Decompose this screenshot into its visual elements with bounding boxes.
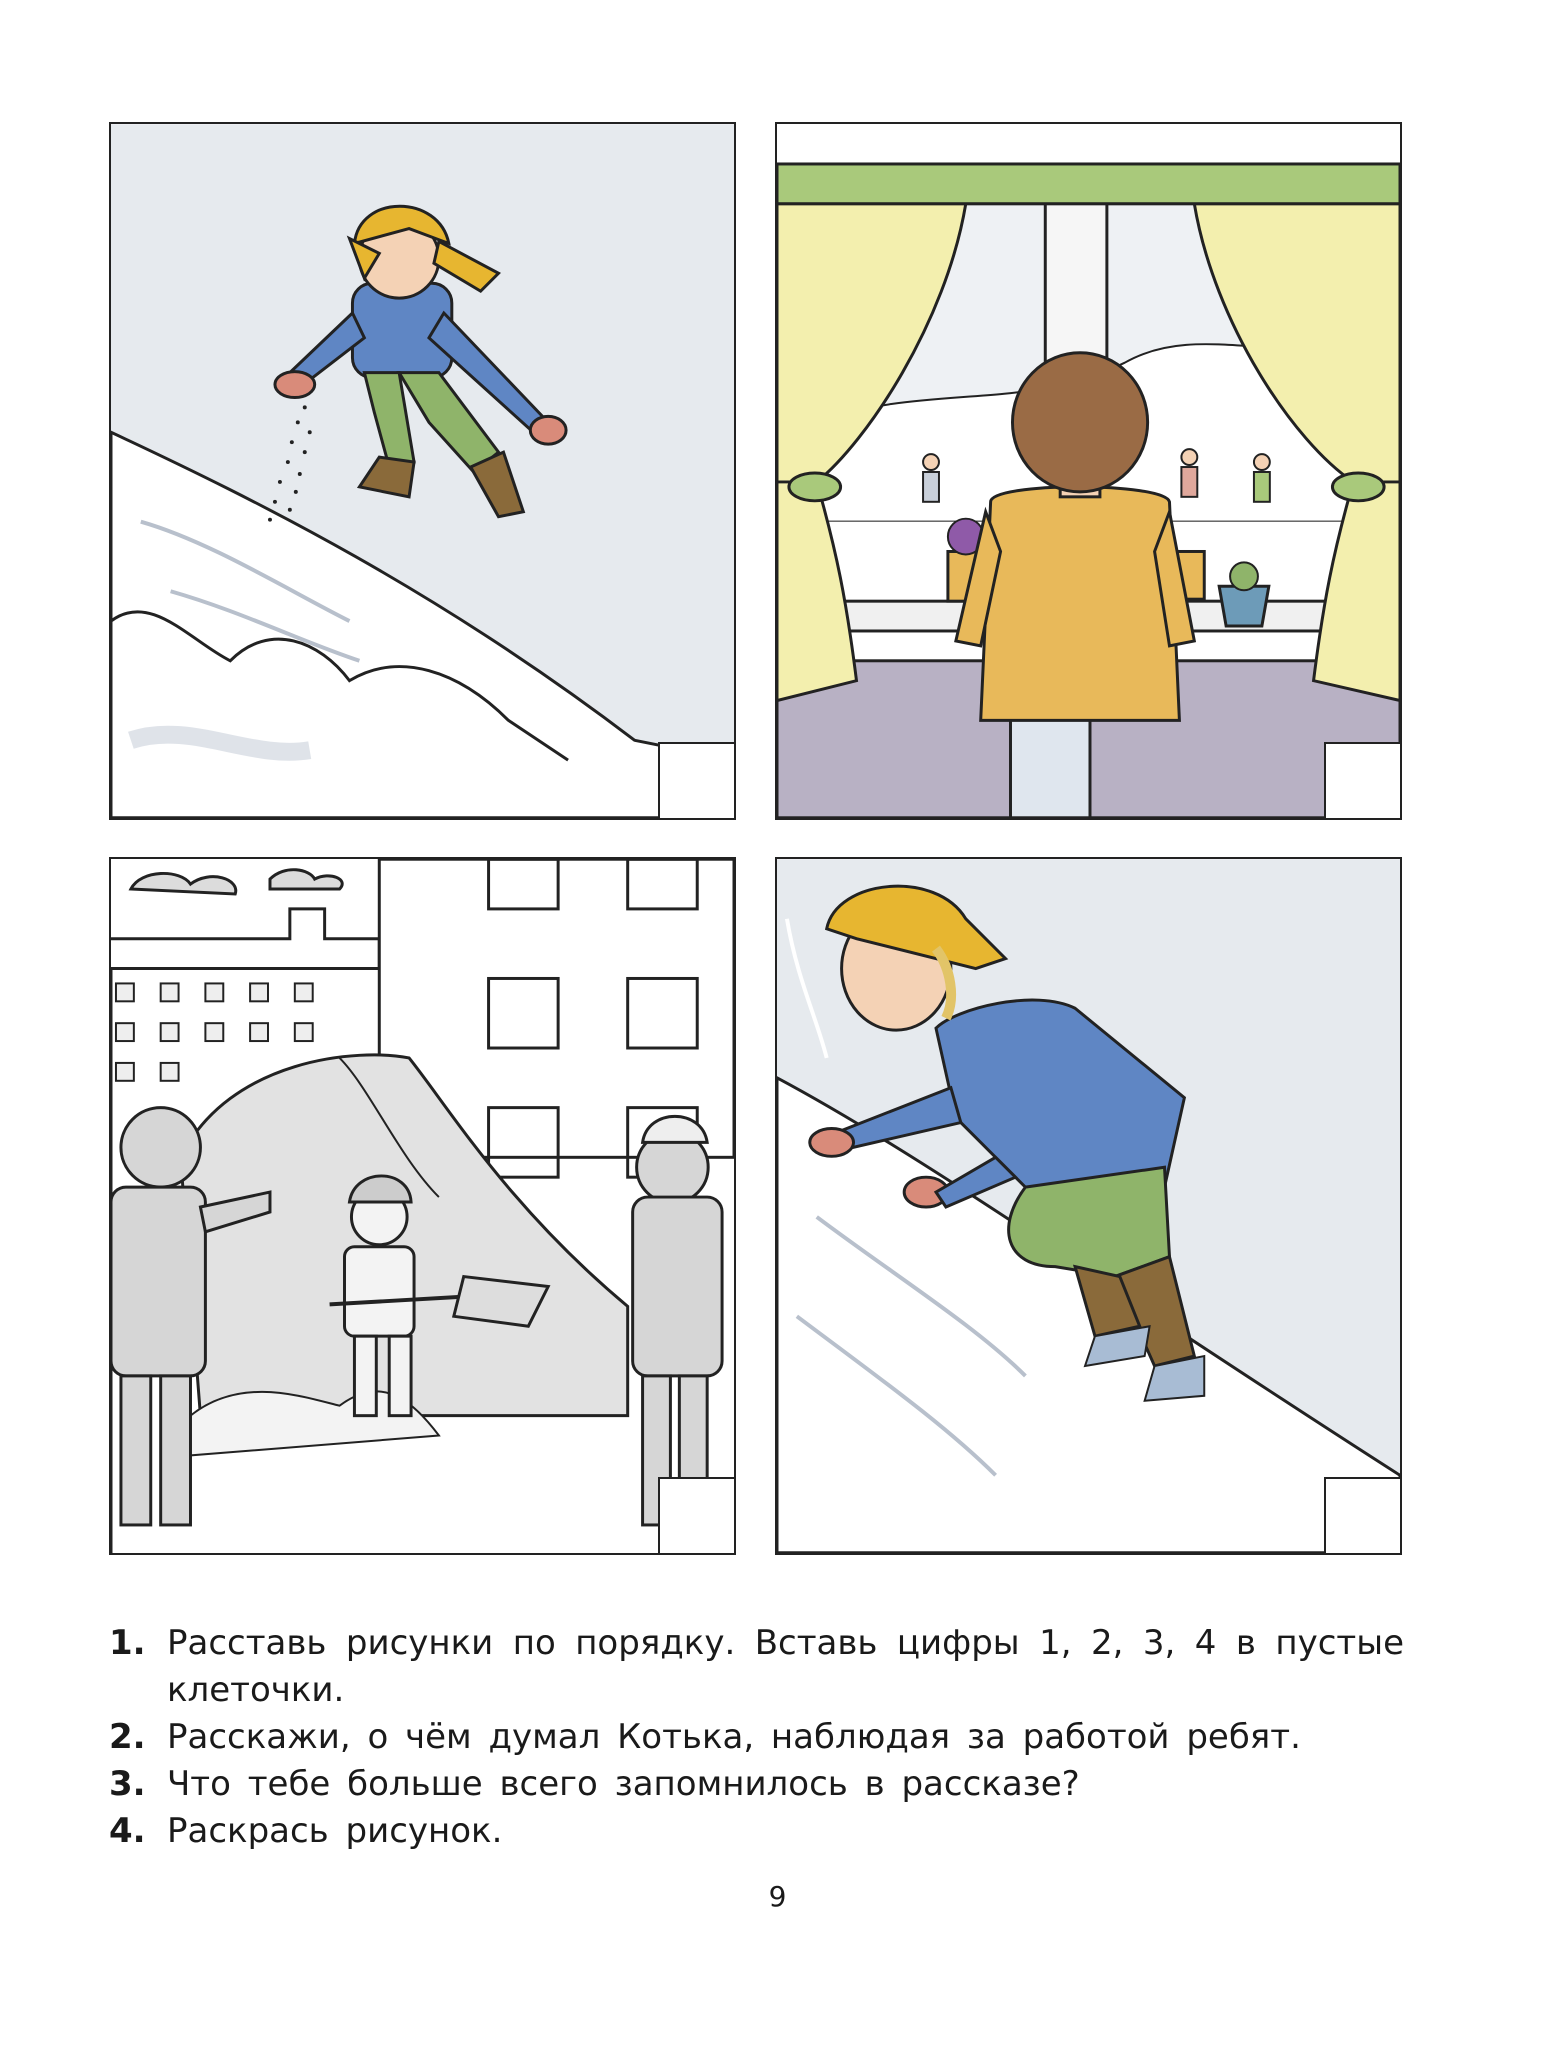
task-item: [109, 1620, 1404, 1714]
task-number: 2.: [109, 1717, 146, 1757]
illustration-window-view: [777, 124, 1400, 818]
task-number: 4.: [109, 1811, 146, 1851]
answer-box-panel-4[interactable]: [1324, 1477, 1402, 1555]
panel-4: [775, 857, 1402, 1555]
task-text: Раскрась рисунок.: [167, 1811, 503, 1851]
task-text: Расскажи, о чём думал Котька, наблюдая за работой ребят.: [167, 1717, 1301, 1757]
page-number: 9: [768, 1880, 787, 1913]
task-number: 3.: [109, 1764, 146, 1804]
panel-2: [775, 122, 1402, 820]
answer-box-panel-3[interactable]: [658, 1477, 736, 1555]
illustration-sprinkling-sand: [111, 124, 734, 818]
answer-box-panel-1[interactable]: [658, 742, 736, 820]
illustration-climbing-slope: [777, 859, 1400, 1553]
task-text: Что тебе больше всего запомнилось в рассказе?: [167, 1764, 1080, 1804]
panel-3: [109, 857, 736, 1555]
task-item: [109, 1808, 1404, 1855]
panel-1: [109, 122, 736, 820]
task-item: [109, 1714, 1404, 1761]
task-text: Расставь рисунки по порядку. Вставь цифры 1, 2, 3, 4 в пустые клеточки.: [167, 1623, 1404, 1710]
task-number: 1.: [109, 1623, 146, 1663]
task-item: [109, 1761, 1404, 1808]
task-list: [109, 1620, 1404, 1855]
illustration-shoveling-snow: [111, 859, 734, 1553]
answer-box-panel-2[interactable]: [1324, 742, 1402, 820]
